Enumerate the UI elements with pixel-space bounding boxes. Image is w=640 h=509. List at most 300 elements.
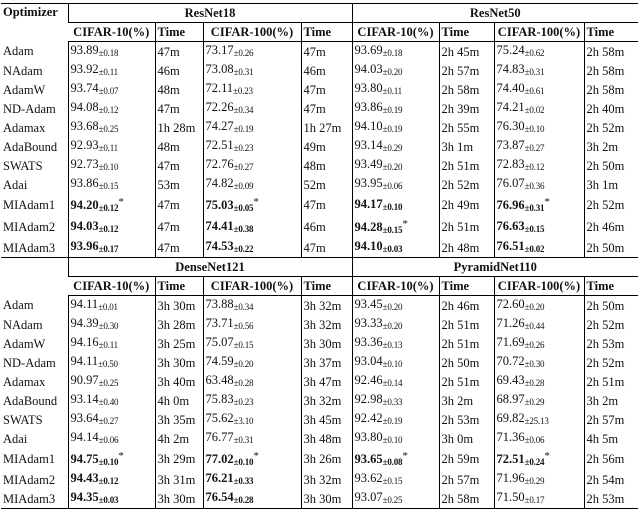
std-dev: ±0.20 xyxy=(382,302,403,312)
optimizer-name: MIAdam2 xyxy=(3,220,56,234)
std-dev: ±0.24 xyxy=(524,457,545,467)
time-cell xyxy=(439,99,494,118)
table-row xyxy=(1,353,638,372)
std-dev: ±0.10 xyxy=(382,435,403,445)
accuracy-cell xyxy=(68,372,155,391)
std-dev: ±0.18 xyxy=(382,48,403,58)
accuracy-cell xyxy=(68,80,155,99)
table-row xyxy=(1,42,638,62)
time-value: 2h 51m xyxy=(586,374,625,389)
accuracy-value: 75.03 xyxy=(205,198,234,212)
time-value: 2h 52m xyxy=(586,317,625,332)
accuracy-value: 71.26 xyxy=(496,316,525,330)
significance-star: * xyxy=(253,450,259,462)
accuracy-value: 69.43 xyxy=(496,373,525,387)
optimizer-name: MIAdam1 xyxy=(3,198,56,212)
accuracy-value: 94.03 xyxy=(354,62,383,76)
accuracy-value: 71.36 xyxy=(496,430,525,444)
accuracy-value: 93.62 xyxy=(354,471,383,485)
time-cell xyxy=(584,238,638,258)
std-dev: ±0.10 xyxy=(98,457,119,467)
optimizer-name: MIAdam3 xyxy=(3,240,56,255)
time-value: 2h 58m xyxy=(586,44,625,59)
time-cell xyxy=(584,334,638,353)
time-value: 1h 28m xyxy=(157,120,196,135)
time-cell xyxy=(439,353,494,372)
time-cell xyxy=(439,489,494,509)
std-dev: ±0.10 xyxy=(524,124,545,134)
accuracy-value: 93.68 xyxy=(70,119,99,133)
time-value: 2h 56m xyxy=(586,452,625,466)
time-cell xyxy=(584,99,638,118)
time-value: 2h 53m xyxy=(586,336,625,351)
time-cell xyxy=(155,175,203,194)
column-header: CIFAR-10(%) xyxy=(352,23,439,42)
time-value: 3h 35m xyxy=(157,412,196,427)
time-cell xyxy=(155,372,203,391)
time-value: 3h 1m xyxy=(586,177,619,192)
accuracy-value: 74.21 xyxy=(496,100,525,114)
accuracy-cell xyxy=(203,80,301,99)
table-row xyxy=(1,238,638,258)
time-value: 2h 50m xyxy=(586,298,625,313)
accuracy-value: 94.35 xyxy=(70,490,99,504)
accuracy-cell xyxy=(203,489,301,509)
accuracy-cell xyxy=(203,410,301,429)
time-value: 46m xyxy=(303,220,326,234)
accuracy-value: 93.14 xyxy=(354,138,383,152)
accuracy-cell xyxy=(68,137,155,156)
accuracy-cell xyxy=(352,489,439,509)
model-name: PyramidNet110 xyxy=(352,258,638,277)
accuracy-cell xyxy=(68,42,155,62)
time-cell xyxy=(301,137,352,156)
time-cell xyxy=(301,156,352,175)
accuracy-cell xyxy=(203,372,301,391)
accuracy-value: 71.50 xyxy=(496,490,525,504)
accuracy-cell xyxy=(352,118,439,137)
significance-star: * xyxy=(402,218,408,230)
accuracy-cell xyxy=(68,391,155,410)
accuracy-cell xyxy=(203,216,301,238)
time-value: 2h 40m xyxy=(586,101,625,116)
time-cell xyxy=(301,238,352,258)
accuracy-cell xyxy=(352,99,439,118)
time-cell xyxy=(301,315,352,334)
std-dev: ±0.12 xyxy=(524,162,545,172)
std-dev: ±0.28 xyxy=(524,378,545,388)
optimizer-name: AdamW xyxy=(3,336,46,351)
accuracy-value: 75.07 xyxy=(205,335,234,349)
accuracy-value: 92.73 xyxy=(70,157,99,171)
accuracy-cell xyxy=(352,470,439,489)
std-dev: ±0.29 xyxy=(382,143,403,153)
std-dev: ±0.02 xyxy=(524,105,545,115)
std-dev: ±0.12 xyxy=(98,203,119,213)
std-dev: ±0.28 xyxy=(233,378,254,388)
std-dev: ±0.22 xyxy=(233,244,254,254)
accuracy-cell xyxy=(68,489,155,509)
time-cell xyxy=(155,118,203,137)
accuracy-value: 63.48 xyxy=(205,373,234,387)
std-dev: ±0.05 xyxy=(233,203,254,213)
time-cell xyxy=(439,429,494,448)
column-header: Time xyxy=(301,277,352,296)
time-value: 4h 5m xyxy=(586,431,619,446)
table-row xyxy=(1,334,638,353)
std-dev: ±0.25 xyxy=(382,495,403,505)
accuracy-cell xyxy=(352,448,439,470)
time-cell xyxy=(439,137,494,156)
time-cell xyxy=(584,194,638,216)
std-dev: ±0.31 xyxy=(524,203,545,213)
time-cell xyxy=(439,470,494,489)
time-cell xyxy=(301,429,352,448)
time-cell xyxy=(301,99,352,118)
time-cell xyxy=(155,137,203,156)
std-dev: ±0.15 xyxy=(524,223,545,234)
time-value: 2h 46m xyxy=(586,220,625,234)
table-row xyxy=(1,391,638,410)
time-value: 48m xyxy=(157,139,180,154)
time-value: 47m xyxy=(157,44,180,59)
time-value: 4h 0m xyxy=(157,393,190,408)
time-cell xyxy=(584,353,638,372)
time-value: 3h 48m xyxy=(303,431,342,446)
accuracy-cell xyxy=(352,353,439,372)
time-value: 2h 39m xyxy=(441,101,480,116)
accuracy-value: 73.17 xyxy=(205,43,234,57)
accuracy-value: 73.87 xyxy=(496,138,525,152)
time-value: 46m xyxy=(157,63,180,78)
accuracy-cell xyxy=(352,296,439,316)
column-header-row xyxy=(1,23,638,42)
accuracy-value: 93.80 xyxy=(354,81,383,95)
accuracy-cell xyxy=(203,296,301,316)
accuracy-value: 71.96 xyxy=(496,471,525,485)
time-value: 46m xyxy=(303,63,326,78)
time-cell xyxy=(301,470,352,489)
significance-star: * xyxy=(118,196,124,208)
std-dev: ±0.13 xyxy=(382,340,403,350)
accuracy-cell xyxy=(68,118,155,137)
accuracy-cell xyxy=(68,470,155,489)
time-cell xyxy=(439,315,494,334)
time-value: 47m xyxy=(303,198,326,212)
time-cell xyxy=(439,216,494,238)
time-value: 3h 31m xyxy=(157,472,196,487)
accuracy-cell xyxy=(203,61,301,80)
accuracy-value: 72.11 xyxy=(205,81,234,95)
std-dev: ±0.29 xyxy=(524,397,545,407)
time-value: 2h 46m xyxy=(441,298,480,313)
time-cell xyxy=(584,156,638,175)
time-value: 2h 49m xyxy=(441,198,480,212)
time-cell xyxy=(301,489,352,509)
time-value: 3h 26m xyxy=(303,452,342,466)
time-value: 4h 2m xyxy=(157,431,190,446)
accuracy-value: 72.60 xyxy=(496,297,525,311)
accuracy-value: 76.77 xyxy=(205,430,234,444)
time-value: 2h 45m xyxy=(441,44,480,59)
time-cell xyxy=(584,410,638,429)
time-cell xyxy=(439,334,494,353)
std-dev: ±0.17 xyxy=(524,495,545,505)
accuracy-value: 77.02 xyxy=(205,452,234,466)
std-dev: ±0.31 xyxy=(524,67,545,77)
significance-star: * xyxy=(118,450,124,462)
table-row xyxy=(1,429,638,448)
time-cell xyxy=(584,118,638,137)
std-dev: ±0.56 xyxy=(233,321,254,331)
time-cell xyxy=(439,238,494,258)
column-header: Time xyxy=(584,23,638,42)
time-value: 3h 30m xyxy=(303,336,342,351)
time-value: 3h 45m xyxy=(303,412,342,427)
std-dev: ±0.50 xyxy=(98,359,118,369)
model-name: ResNet18 xyxy=(68,4,352,23)
time-value: 2h 58m xyxy=(441,82,480,97)
table-row xyxy=(1,410,638,429)
time-cell xyxy=(301,296,352,316)
accuracy-cell xyxy=(494,238,584,258)
table-row xyxy=(1,315,638,334)
time-cell xyxy=(301,42,352,62)
accuracy-cell xyxy=(68,216,155,238)
accuracy-value: 93.95 xyxy=(354,176,383,190)
accuracy-cell xyxy=(352,429,439,448)
time-cell xyxy=(439,391,494,410)
time-value: 47m xyxy=(157,240,180,255)
accuracy-cell xyxy=(352,156,439,175)
accuracy-value: 94.11 xyxy=(70,297,99,311)
std-dev: ±0.15 xyxy=(98,181,119,191)
time-cell xyxy=(584,372,638,391)
std-dev: ±0.20 xyxy=(233,359,254,369)
std-dev: ±0.10 xyxy=(98,162,119,172)
accuracy-cell xyxy=(68,99,155,118)
time-value: 3h 32m xyxy=(303,472,342,487)
std-dev: ±0.26 xyxy=(233,48,254,58)
accuracy-cell xyxy=(494,99,584,118)
time-value: 47m xyxy=(157,101,180,116)
time-value: 53m xyxy=(157,177,180,192)
time-value: 2h 52m xyxy=(586,120,625,135)
accuracy-value: 93.89 xyxy=(70,43,99,57)
time-cell xyxy=(155,315,203,334)
accuracy-cell xyxy=(68,410,155,429)
time-cell xyxy=(155,296,203,316)
time-cell xyxy=(584,80,638,99)
accuracy-cell xyxy=(352,194,439,216)
time-cell xyxy=(155,353,203,372)
accuracy-cell xyxy=(203,448,301,470)
std-dev: ±0.31 xyxy=(233,435,254,445)
column-header: Time xyxy=(439,277,494,296)
accuracy-value: 93.07 xyxy=(354,490,383,504)
column-header: CIFAR-100(%) xyxy=(494,23,584,42)
accuracy-cell xyxy=(203,156,301,175)
accuracy-cell xyxy=(352,315,439,334)
time-cell xyxy=(155,216,203,238)
accuracy-value: 93.69 xyxy=(354,43,383,57)
optimizer-name: AdamW xyxy=(3,82,46,97)
accuracy-value: 94.28 xyxy=(354,220,383,234)
std-dev: ±0.08 xyxy=(382,457,403,467)
column-header-row xyxy=(1,277,638,296)
significance-star: * xyxy=(402,450,408,462)
time-cell xyxy=(301,448,352,470)
time-value: 52m xyxy=(303,177,326,192)
std-dev: ±0.34 xyxy=(233,302,254,312)
time-cell xyxy=(439,175,494,194)
optimizer-name: Adam xyxy=(3,44,34,59)
time-cell xyxy=(301,410,352,429)
time-value: 2h 58m xyxy=(586,63,625,78)
time-cell xyxy=(155,410,203,429)
std-dev: ±0.02 xyxy=(524,244,545,254)
time-cell xyxy=(584,42,638,62)
accuracy-cell xyxy=(203,353,301,372)
time-value: 2h 58m xyxy=(441,491,480,506)
accuracy-value: 68.97 xyxy=(496,392,525,406)
accuracy-cell xyxy=(203,429,301,448)
optimizer-name: Adamax xyxy=(3,374,46,389)
accuracy-cell xyxy=(203,470,301,489)
accuracy-value: 92.46 xyxy=(354,373,383,387)
column-header: CIFAR-100(%) xyxy=(203,277,301,296)
optimizer-name: Adam xyxy=(3,298,34,313)
std-dev: ±0.06 xyxy=(382,181,403,191)
time-value: 3h 30m xyxy=(157,355,196,370)
time-value: 1h 27m xyxy=(303,120,342,135)
time-value: 2h 57m xyxy=(441,63,480,78)
accuracy-value: 76.96 xyxy=(496,198,525,212)
accuracy-cell xyxy=(352,334,439,353)
accuracy-value: 94.14 xyxy=(70,430,99,444)
time-cell xyxy=(155,156,203,175)
time-cell xyxy=(439,194,494,216)
accuracy-value: 76.30 xyxy=(496,119,525,133)
time-cell xyxy=(155,42,203,62)
time-cell xyxy=(439,118,494,137)
time-cell xyxy=(155,489,203,509)
time-value: 2h 55m xyxy=(441,120,480,135)
accuracy-cell xyxy=(494,489,584,509)
time-value: 2h 50m xyxy=(586,158,625,173)
std-dev: ±0.19 xyxy=(233,124,254,134)
time-value: 2h 52m xyxy=(441,177,480,192)
time-cell xyxy=(301,353,352,372)
std-dev: ±0.33 xyxy=(233,476,254,486)
accuracy-value: 93.80 xyxy=(354,430,383,444)
accuracy-value: 73.88 xyxy=(205,297,234,311)
accuracy-value: 70.72 xyxy=(496,354,525,368)
std-dev: ±0.03 xyxy=(382,244,403,254)
std-dev: ±0.15 xyxy=(233,340,254,350)
accuracy-cell xyxy=(494,334,584,353)
accuracy-cell xyxy=(494,429,584,448)
std-dev: ±0.06 xyxy=(524,435,545,445)
time-value: 3h 28m xyxy=(157,317,196,332)
accuracy-cell xyxy=(352,137,439,156)
time-value: 2h 50m xyxy=(586,240,625,255)
time-value: 2h 51m xyxy=(441,220,480,234)
accuracy-cell xyxy=(494,137,584,156)
time-cell xyxy=(584,175,638,194)
accuracy-value: 72.76 xyxy=(205,157,234,171)
time-value: 2h 51m xyxy=(441,317,480,332)
time-value: 3h 30m xyxy=(303,491,342,506)
time-cell xyxy=(439,61,494,80)
accuracy-value: 75.62 xyxy=(205,411,234,425)
accuracy-cell xyxy=(352,80,439,99)
time-value: 3h 32m xyxy=(303,298,342,313)
time-cell xyxy=(155,238,203,258)
time-value: 3h 0m xyxy=(441,431,474,446)
accuracy-cell xyxy=(203,118,301,137)
accuracy-cell xyxy=(494,391,584,410)
std-dev: ±0.11 xyxy=(98,340,118,350)
table-row xyxy=(1,448,638,470)
optimizer-name: MIAdam1 xyxy=(3,452,56,466)
std-dev: ±0.11 xyxy=(98,143,118,153)
time-cell xyxy=(439,448,494,470)
accuracy-value: 94.39 xyxy=(70,316,99,330)
std-dev: ±0.25 xyxy=(98,378,119,388)
time-cell xyxy=(584,216,638,238)
accuracy-value: 94.43 xyxy=(70,471,99,485)
time-cell xyxy=(301,80,352,99)
results-table xyxy=(1,3,638,509)
significance-star: * xyxy=(253,196,259,208)
std-dev: ±0.20 xyxy=(382,321,403,331)
accuracy-cell xyxy=(203,334,301,353)
accuracy-cell xyxy=(494,61,584,80)
significance-star: * xyxy=(544,450,550,462)
time-cell xyxy=(155,470,203,489)
time-value: 47m xyxy=(157,158,180,173)
time-value: 2h 57m xyxy=(441,472,480,487)
time-value: 2h 48m xyxy=(441,240,480,255)
accuracy-cell xyxy=(68,429,155,448)
model-header-row xyxy=(1,4,638,23)
time-cell xyxy=(301,334,352,353)
time-value: 3h 2m xyxy=(586,393,619,408)
std-dev: ±0.27 xyxy=(233,162,254,172)
optimizer-name: ND-Adam xyxy=(3,101,56,116)
model-header-row xyxy=(1,258,638,277)
optimizer-header-blank xyxy=(1,258,68,296)
std-dev: ±0.27 xyxy=(524,143,545,153)
optimizer-name: Adai xyxy=(3,431,28,446)
accuracy-cell xyxy=(352,61,439,80)
time-cell xyxy=(584,61,638,80)
accuracy-value: 92.98 xyxy=(354,392,383,406)
std-dev: ±0.18 xyxy=(98,48,119,58)
table-row xyxy=(1,489,638,509)
accuracy-value: 94.10 xyxy=(354,239,383,253)
accuracy-cell xyxy=(494,80,584,99)
std-dev: ±0.12 xyxy=(98,223,119,234)
time-value: 2h 54m xyxy=(586,472,625,487)
accuracy-value: 93.64 xyxy=(70,411,99,425)
accuracy-value: 94.16 xyxy=(70,335,99,349)
accuracy-cell xyxy=(203,315,301,334)
accuracy-value: 76.54 xyxy=(205,490,234,504)
table-row xyxy=(1,118,638,137)
time-cell xyxy=(584,429,638,448)
